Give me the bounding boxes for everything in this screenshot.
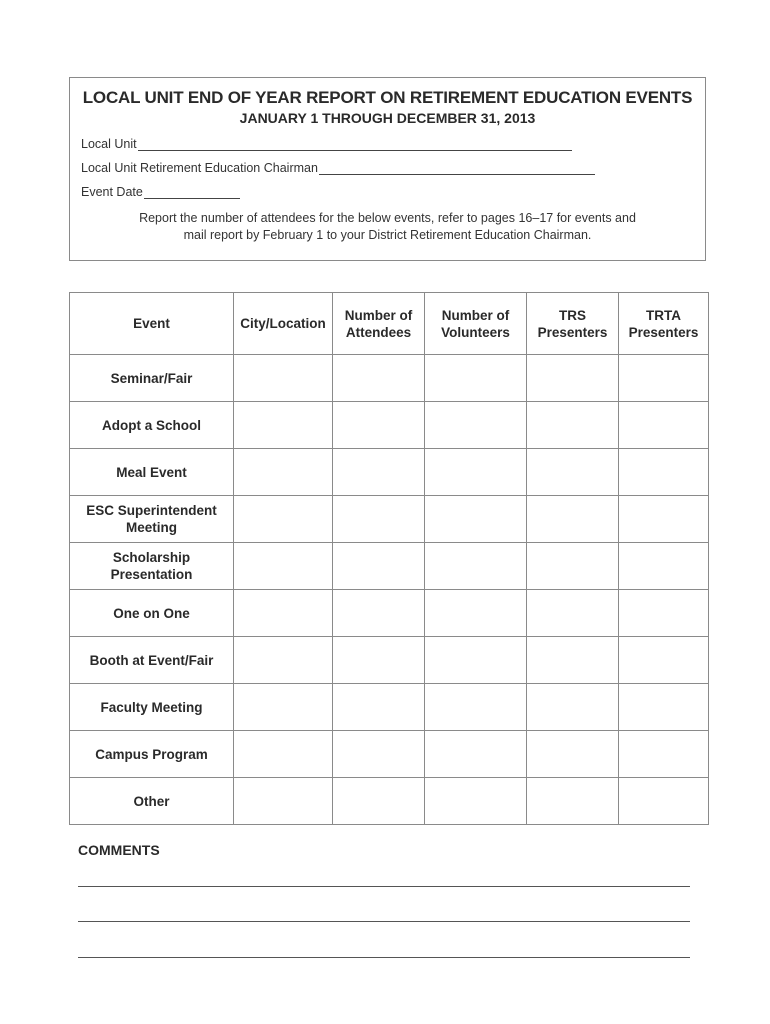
city-location-cell[interactable]: [234, 449, 333, 496]
event-name-cell: ESC Superintendent Meeting: [70, 496, 234, 543]
attendees-cell[interactable]: [333, 778, 425, 825]
trta-presenters-cell[interactable]: [619, 778, 709, 825]
local-unit-blank[interactable]: [138, 138, 572, 151]
events-table: [69, 292, 709, 825]
trs-presenters-cell[interactable]: [527, 449, 619, 496]
event-name-cell: Faculty Meeting: [70, 684, 234, 731]
table-row: [70, 496, 709, 543]
trta-presenters-cell[interactable]: [619, 355, 709, 402]
local-unit-label: Local Unit: [81, 137, 137, 151]
event-date-field[interactable]: [81, 185, 240, 199]
attendees-cell[interactable]: [333, 496, 425, 543]
volunteers-cell[interactable]: [425, 590, 527, 637]
attendees-cell[interactable]: [333, 355, 425, 402]
attendees-cell[interactable]: [333, 637, 425, 684]
trta-presenters-cell[interactable]: [619, 590, 709, 637]
trta-presenters-cell[interactable]: [619, 402, 709, 449]
event-name-cell: Meal Event: [70, 449, 234, 496]
city-location-cell[interactable]: [234, 543, 333, 590]
trta-presenters-cell[interactable]: [619, 731, 709, 778]
report-period: JANUARY 1 THROUGH DECEMBER 31, 2013: [239, 110, 536, 126]
column-header-city-location: City/Location: [234, 293, 333, 355]
volunteers-cell[interactable]: [425, 402, 527, 449]
table-row: [70, 543, 709, 590]
attendees-cell[interactable]: [333, 543, 425, 590]
local-unit-field[interactable]: [81, 137, 572, 151]
volunteers-cell[interactable]: [425, 778, 527, 825]
column-header-trs-presenters: TRS Presenters: [527, 293, 619, 355]
volunteers-cell[interactable]: [425, 496, 527, 543]
trs-presenters-cell[interactable]: [527, 778, 619, 825]
volunteers-cell[interactable]: [425, 543, 527, 590]
report-header-box: [69, 77, 706, 261]
city-location-cell[interactable]: [234, 496, 333, 543]
chairman-field[interactable]: [81, 161, 595, 175]
trs-presenters-cell[interactable]: [527, 590, 619, 637]
column-header-volunteers: Number of Volunteers: [425, 293, 527, 355]
table-row: [70, 684, 709, 731]
volunteers-cell[interactable]: [425, 355, 527, 402]
table-row: [70, 637, 709, 684]
event-name-cell: Other: [70, 778, 234, 825]
table-row: [70, 731, 709, 778]
trta-presenters-cell[interactable]: [619, 684, 709, 731]
comment-line[interactable]: [78, 886, 690, 887]
trs-presenters-cell[interactable]: [527, 731, 619, 778]
city-location-cell[interactable]: [234, 402, 333, 449]
chairman-blank[interactable]: [319, 162, 595, 175]
chairman-label: Local Unit Retirement Education Chairman: [81, 161, 318, 175]
event-name-cell: Scholarship Presentation: [70, 543, 234, 590]
instructions: [100, 210, 675, 244]
table-row: [70, 449, 709, 496]
attendees-cell[interactable]: [333, 402, 425, 449]
trta-presenters-cell[interactable]: [619, 496, 709, 543]
comments-title: COMMENTS: [78, 842, 160, 858]
trs-presenters-cell[interactable]: [527, 543, 619, 590]
column-header-attendees: Number of Attendees: [333, 293, 425, 355]
event-name-cell: Adopt a School: [70, 402, 234, 449]
trta-presenters-cell[interactable]: [619, 449, 709, 496]
column-header-trta-presenters: TRTA Presenters: [619, 293, 709, 355]
trta-presenters-cell[interactable]: [619, 543, 709, 590]
table-row: [70, 402, 709, 449]
city-location-cell[interactable]: [234, 355, 333, 402]
trs-presenters-cell[interactable]: [527, 684, 619, 731]
table-header-row: [70, 293, 709, 355]
column-header-event: Event: [70, 293, 234, 355]
city-location-cell[interactable]: [234, 590, 333, 637]
city-location-cell[interactable]: [234, 684, 333, 731]
trs-presenters-cell[interactable]: [527, 637, 619, 684]
event-date-blank[interactable]: [144, 186, 240, 199]
instructions-line-2: mail report by February 1 to your District Retirement Education Chairman.: [183, 228, 592, 242]
event-name-cell: Booth at Event/Fair: [70, 637, 234, 684]
volunteers-cell[interactable]: [425, 637, 527, 684]
city-location-cell[interactable]: [234, 637, 333, 684]
volunteers-cell[interactable]: [425, 684, 527, 731]
trs-presenters-cell[interactable]: [527, 496, 619, 543]
city-location-cell[interactable]: [234, 731, 333, 778]
event-name-cell: One on One: [70, 590, 234, 637]
attendees-cell[interactable]: [333, 684, 425, 731]
table-row: [70, 778, 709, 825]
event-name-cell: Campus Program: [70, 731, 234, 778]
event-name-cell: Seminar/Fair: [70, 355, 234, 402]
trta-presenters-cell[interactable]: [619, 637, 709, 684]
attendees-cell[interactable]: [333, 449, 425, 496]
comment-line[interactable]: [78, 957, 690, 958]
volunteers-cell[interactable]: [425, 731, 527, 778]
report-title: LOCAL UNIT END OF YEAR REPORT ON RETIREMENT EDUCATION EVENTS: [82, 88, 693, 107]
event-date-label: Event Date: [81, 185, 143, 199]
trs-presenters-cell[interactable]: [527, 355, 619, 402]
instructions-line-1: Report the number of attendees for the below events, refer to pages 16–17 for events and: [139, 211, 636, 225]
comment-line[interactable]: [78, 921, 690, 922]
trs-presenters-cell[interactable]: [527, 402, 619, 449]
volunteers-cell[interactable]: [425, 449, 527, 496]
table-row: [70, 590, 709, 637]
attendees-cell[interactable]: [333, 731, 425, 778]
table-row: [70, 355, 709, 402]
city-location-cell[interactable]: [234, 778, 333, 825]
attendees-cell[interactable]: [333, 590, 425, 637]
